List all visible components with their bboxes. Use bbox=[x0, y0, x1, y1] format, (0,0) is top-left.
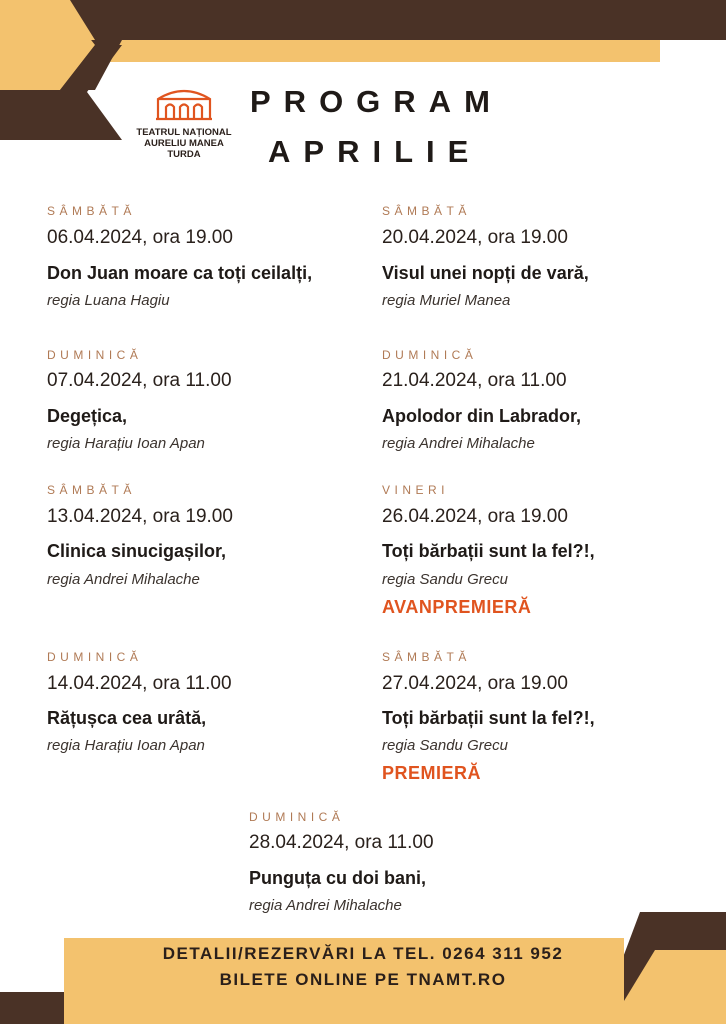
event-day: SÂMBĂTĂ bbox=[47, 483, 136, 497]
event-director: regia Harațiu Ioan Apan bbox=[47, 435, 205, 452]
event-date: 20.04.2024, ora 19.00 bbox=[382, 227, 568, 248]
event-title: Punguța cu doi bani, bbox=[249, 868, 426, 888]
logo-text bbox=[128, 127, 240, 160]
event-date: 14.04.2024, ora 11.00 bbox=[47, 673, 232, 694]
logo-line-2: AURELIU MANEA bbox=[144, 138, 224, 149]
event-director: regia Harațiu Ioan Apan bbox=[47, 737, 205, 754]
event-title: Rățușca cea urâtă, bbox=[47, 708, 207, 728]
event-day: DUMINICĂ bbox=[382, 348, 478, 362]
event-badge-premiera: PREMIERĂ bbox=[382, 763, 482, 783]
event-day: SÂMBĂTĂ bbox=[382, 204, 471, 218]
event-date: 06.04.2024, ora 19.00 bbox=[47, 227, 233, 248]
event-date: 21.04.2024, ora 11.00 bbox=[382, 370, 567, 391]
event-director: regia Andrei Mihalache bbox=[249, 897, 402, 914]
event-title: Degețica, bbox=[47, 406, 128, 426]
event-date: 13.04.2024, ora 19.00 bbox=[47, 506, 233, 527]
header-month: APRILIE bbox=[268, 134, 482, 169]
header-program: PROGRAM bbox=[250, 84, 503, 119]
logo-line-1: TEATRUL NAȚIONAL bbox=[136, 127, 232, 138]
event-director: regia Luana Hagiu bbox=[47, 292, 170, 309]
event-day: DUMINICĂ bbox=[249, 810, 345, 824]
event-director: regia Sandu Grecu bbox=[382, 571, 508, 588]
event-date: 07.04.2024, ora 11.00 bbox=[47, 370, 232, 391]
event-date: 26.04.2024, ora 19.00 bbox=[382, 506, 568, 527]
event-director: regia Andrei Mihalache bbox=[47, 571, 200, 588]
footer-online: BILETE ONLINE PE TNAMT.RO bbox=[219, 970, 507, 989]
event-date: 28.04.2024, ora 11.00 bbox=[249, 832, 434, 853]
footer-contact: DETALII/REZERVĂRI LA TEL. 0264 311 952 bbox=[162, 944, 564, 963]
event-title: Toți bărbații sunt la fel?!, bbox=[382, 708, 595, 728]
event-day: SÂMBĂTĂ bbox=[47, 204, 136, 218]
event-director: regia Sandu Grecu bbox=[382, 737, 508, 754]
event-day: DUMINICĂ bbox=[47, 650, 143, 664]
event-day: DUMINICĂ bbox=[47, 348, 143, 362]
event-title: Toți bărbații sunt la fel?!, bbox=[382, 541, 595, 561]
event-day: VINERI bbox=[382, 483, 450, 497]
event-director: regia Andrei Mihalache bbox=[382, 435, 535, 452]
event-director: regia Muriel Manea bbox=[382, 292, 511, 309]
logo-line-3: TURDA bbox=[167, 149, 201, 160]
event-title: Don Juan moare ca toți ceilalți, bbox=[47, 263, 313, 283]
event-date: 27.04.2024, ora 19.00 bbox=[382, 673, 568, 694]
event-badge-avanpremiera: AVANPREMIERĂ bbox=[382, 597, 532, 617]
theatre-building-icon bbox=[154, 87, 214, 121]
event-title: Clinica sinucigașilor, bbox=[47, 541, 227, 561]
event-title: Visul unei nopți de vară, bbox=[382, 263, 589, 283]
event-title: Apolodor din Labrador, bbox=[382, 406, 581, 426]
event-day: SÂMBĂTĂ bbox=[382, 650, 471, 664]
